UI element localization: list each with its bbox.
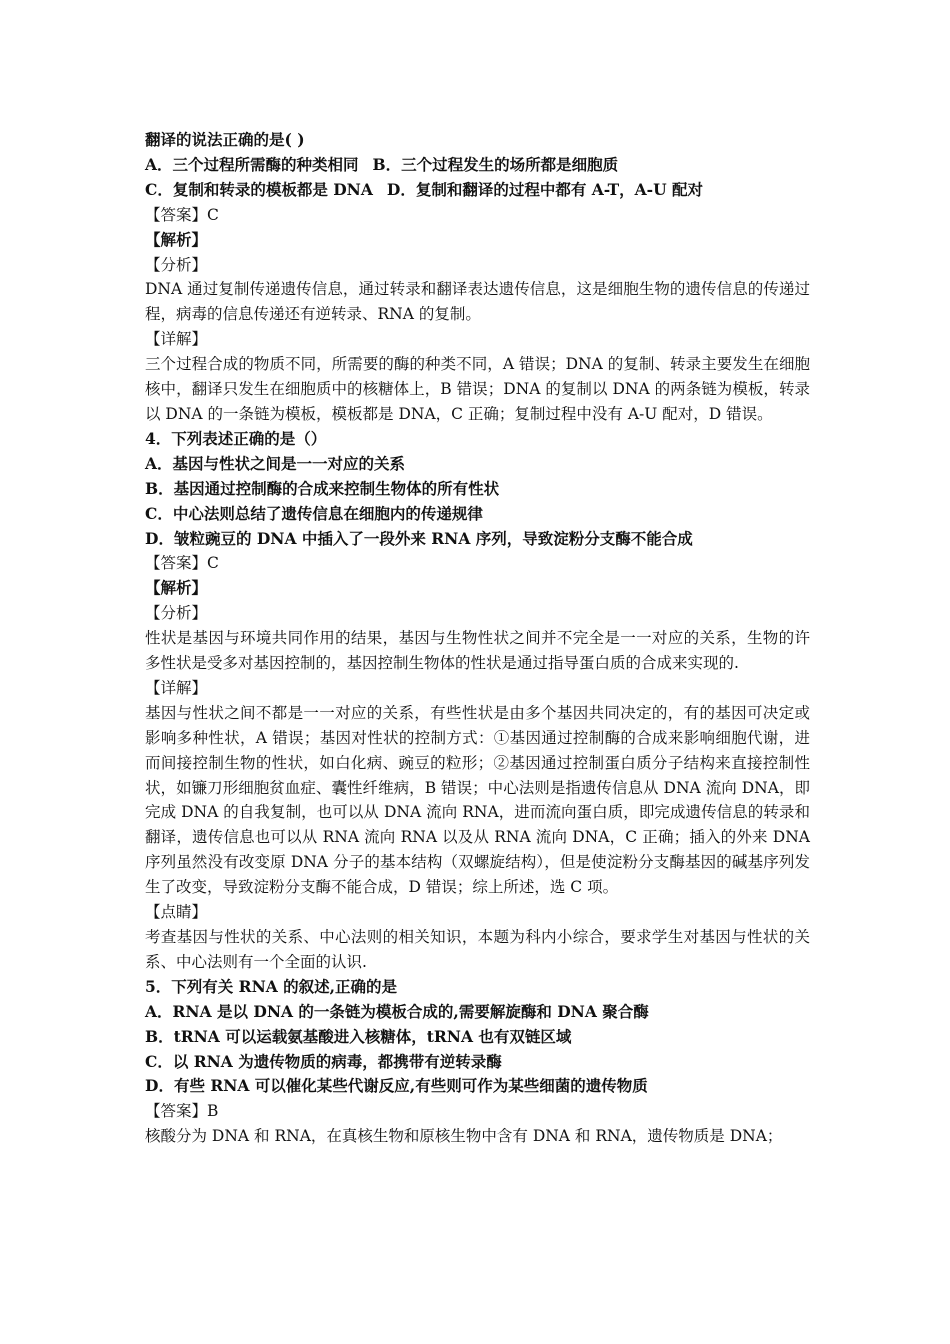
q3-answer: 【答案】C bbox=[145, 205, 219, 224]
q4-xiangjie-label: 【详解】 bbox=[145, 678, 208, 697]
q4-option-d: D．皱粒豌豆的 DNA 中插入了一段外来 RNA 序列，导致淀粉分支酶不能合成 bbox=[145, 528, 693, 548]
q4-fenxi-label: 【分析】 bbox=[145, 604, 208, 623]
q3-options-ab bbox=[145, 153, 810, 178]
q4-option-b: B．基因通过控制酶的合成来控制生物体的所有性状 bbox=[145, 478, 500, 498]
q5-answer: 【答案】B bbox=[145, 1102, 219, 1121]
q4-answer: 【答案】C bbox=[145, 554, 219, 573]
q4-jiexi-label: 【解析】 bbox=[145, 578, 208, 598]
q5-option-b: B．tRNA 可以运载氨基酸进入核糖体，tRNA 也有双链区域 bbox=[145, 1026, 572, 1046]
q5-option-c: C．以 RNA 为遗传物质的病毒，都携带有逆转录酶 bbox=[145, 1051, 502, 1071]
q5-option-d: D．有些 RNA 可以催化某些代谢反应,有些则可作为某些细菌的遗传物质 bbox=[145, 1076, 648, 1096]
q4-dianjing-text: 考查基因与性状的关系、中心法则的相关知识，本题为科内小综合，要求学生对基因与性状的关系、中心法则有一个全面的认识. bbox=[145, 928, 810, 971]
q3-xiangjie-label: 【详解】 bbox=[145, 330, 208, 349]
q3-stem-tail: 翻译的说法正确的是( ) bbox=[145, 130, 305, 149]
q3-xiangjie-text: 三个过程合成的物质不同，所需要的酶的种类不同，A 错误；DNA 的复制、转录主要发生在细胞核中，翻译只发生在细胞质中的核糖体上，B 错误；DNA 的复制以 DNA 的两条链为模板，转录以 DNA 的一条链为模板，模板都是 DNA，C 正确；复制过程中没有 A-U 配对，D 错误。 bbox=[145, 355, 810, 423]
q4-dianjing-label: 【点睛】 bbox=[145, 903, 208, 922]
q4-option-a: A．基因与性状之间是一一对应的关系 bbox=[145, 453, 406, 473]
q3-jiexi-label: 【解析】 bbox=[145, 229, 208, 249]
q5-stem: 5．下列有关 RNA 的叙述,正确的是 bbox=[145, 976, 398, 996]
q3-option-d: D．复制和翻译的过程中都有 A-T，A-U 配对 bbox=[386, 179, 704, 199]
q4-stem: 4．下列表述正确的是（） bbox=[145, 428, 327, 448]
document-page bbox=[145, 128, 810, 1149]
q4-fenxi-text: 性状是基因与环境共同作用的结果，基因与生物性状之间并不完全是一一对应的关系，生物的许多性状是受多对基因控制的，基因控制生物体的性状是通过指导蛋白质的合成来实现的. bbox=[145, 629, 810, 673]
q3-options-cd bbox=[145, 178, 810, 203]
q4-xiangjie-text: 基因与性状之间不都是一一对应的关系，有些性状是由多个基因共同决定的，有的基因可决定或影响多种性状，A 错误；基因对性状的控制方式：①基因通过控制酶的合成来影响细胞代谢，进而间接控制生物的性状，如白化病、豌豆的粒形；②基因通过控制蛋白质分子结构来直接控制性状，如镰刀形细胞贫血症、囊性纤维病，B 错误；中心法则是指遗传信息从 DNA 流向 DNA，即完成 DNA 的自我复制，也可以从 DNA 流向 RNA，进而流向蛋白质，即完成遗传信息的转录和翻译，遗传信息也可以从 RNA 流向 RNA 以及从 RNA 流向 DNA，C 正确；插入的外来 DNA 序列虽然没有改变原 DNA 分子的基本结构（双螺旋结构），但是使淀粉分支酶基因的碱基序列发生了改变，导致淀粉分支酶不能合成，D 错误；综上所述，选 C 项。 bbox=[145, 703, 810, 897]
q3-fenxi-label: 【分析】 bbox=[145, 255, 208, 274]
q4-option-c: C．中心法则总结了遗传信息在细胞内的传递规律 bbox=[145, 503, 483, 523]
q3-option-c: C．复制和转录的模板都是 DNA bbox=[145, 179, 373, 199]
q3-option-b: B．三个过程发生的场所都是细胞质 bbox=[372, 154, 619, 174]
q5-option-a: A．RNA 是以 DNA 的一条链为模板合成的,需要解旋酶和 DNA 聚合酶 bbox=[145, 1001, 649, 1021]
q3-fenxi-text: DNA 通过复制传递遗传信息，通过转录和翻译表达遗传信息，这是细胞生物的遗传信息的传递过程，病毒的信息传递还有逆转录、RNA 的复制。 bbox=[145, 280, 810, 324]
q3-option-a: A．三个过程所需酶的种类相同 bbox=[145, 154, 359, 174]
q5-text: 核酸分为 DNA 和 RNA，在真核生物和原核生物中含有 DNA 和 RNA，遗传物质是 DNA； bbox=[145, 1127, 783, 1146]
